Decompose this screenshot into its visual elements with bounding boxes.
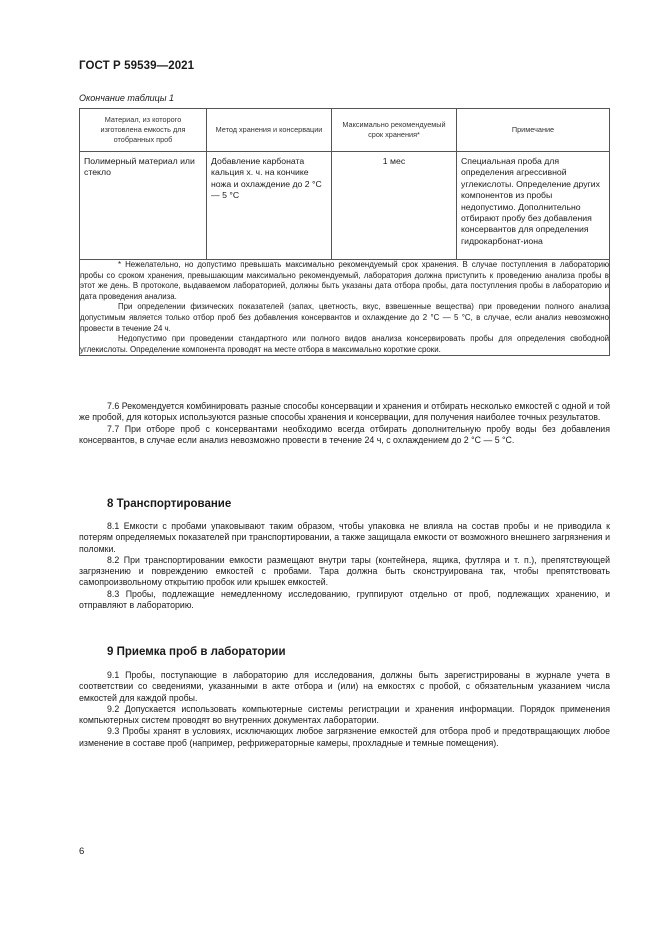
table-row (80, 152, 610, 260)
paragraph-9-3: 9.3 Пробы хранят в условиях, исключающих любое загрязнение емкостей для отбора проб и предотвращающих любое изменение в составе проб (например, рефрижераторные камеры, прохладные и темные помещения). (79, 726, 610, 748)
paragraph-8-2: 8.2 При транспортировании емкости размещают внутри тары (контейнера, ящика, футляра и т. п.), препятствующей загрязнению и повреждению емкостей с пробами. Тара должна быть сконструирована так, чтобы препятствовать самопроизвольному открытию пробок или крышек емкостей. (79, 554, 610, 588)
paragraph-9-2: 9.2 Допускается использовать компьютерные системы регистрации и хранения информации. Порядок применения компьютерных систем проводят во внутренних документах лаборатории. (79, 703, 610, 726)
storage-table (79, 108, 610, 356)
paragraph-8-3: 8.3 Пробы, подлежащие немедленному исследованию, группируют отдельно от проб, подлежащих хранению, и отправляют в лабораторию. (79, 588, 610, 611)
table-caption: Окончание таблицы 1 (79, 93, 174, 103)
column-header-note: Примечание (457, 109, 610, 152)
section-8-text (79, 521, 610, 611)
column-header-method: Метод хранения и консервации (207, 109, 332, 152)
paragraph-8-1: 8.1 Емкости с пробами упаковывают таким образом, чтобы упаковка не влияла на состав пробы и не приводила к потерям определяемых показателей при транспортировании, а также защищала емкости от возможного внешнего загрязнения и поломки. (79, 521, 610, 554)
cell-material: Полимерный материал или стекло (80, 152, 207, 260)
table-footnotes (80, 260, 610, 356)
standard-code-header: ГОСТ Р 59539—2021 (79, 60, 195, 72)
footnote-paragraph: * Нежелательно, но допустимо превышать максимально рекомендуемый срок хранения. В случае поступления в лабораторию пробы со сроком хранения, превышающим максимально рекомендуемый, лаборатория должна приступить к проведению анализа пробы в этот же день. В протоколе, выдаваемом лабораторией, должны быть указаны дата отбора пробы, дата поступления пробы в лабораторию и дата проведения анализа. (80, 260, 609, 301)
footnote-paragraph: Недопустимо при проведении стандартного или полного видов анализа консервировать пробы для определения свободной углекислоты. Определение компонента проводят на месте отбора в максимально короткие сроки. (80, 334, 609, 354)
section-8-heading: 8 Транспортирование (107, 498, 232, 510)
section-7-text (79, 401, 610, 446)
section-9-heading: 9 Приемка проб в лаборатории (107, 646, 286, 658)
paragraph-7-6: 7.6 Рекомендуется комбинировать разные способы консервации и хранения и отбирать несколько емкостей с одной и той же пробой, для которых используются разные способы хранения и консервации, для получения наиболее точных результатов. (79, 401, 610, 423)
section-9-text (79, 670, 610, 749)
cell-term: 1 мес (332, 152, 457, 260)
column-header-term: Максимально рекомендуемый срок хранения* (332, 109, 457, 152)
table-header-row (80, 109, 610, 152)
table-footnote-row (80, 260, 610, 356)
column-header-material: Материал, из которого изготовлена емкость для отобранных проб (80, 109, 207, 152)
cell-note: Специальная проба для определения агрессивной углекислоты. Определение других компонентов из пробы недопустимо. Дополнительно отбирают пробу без добавления консервантов для определения гидрокарбонат-иона (457, 152, 610, 260)
footnote-paragraph: При определении физических показателей (запах, цветность, вкус, взвешенные вещества) при проведении полного анализа допустимым является только отбор проб без добавления консервантов и охлаждение до 2 °С — 5 °С, в случае, если анализ невозможно провести в течение 24 ч. (80, 302, 609, 333)
paragraph-7-7: 7.7 При отборе проб с консервантами необходимо всегда отбирать дополнительную пробу воды без добавления консервантов, в случае если анализ невозможно провести в течение 24 ч, с охлаждением до 2 °С — 5 °С. (79, 423, 610, 445)
page-number: 6 (79, 846, 85, 857)
cell-method: Добавление карбоната кальция х. ч. на кончике ножа и охлаждение до 2 °С — 5 °С (207, 152, 332, 260)
paragraph-9-1: 9.1 Пробы, поступающие в лабораторию для исследования, должны быть зарегистрированы в журнале учета в соответствии со сведениями, указанными в акте отбора и (или) на емкостях с пробой, с обязательным указанием числа емкостей для каждой пробы. (79, 670, 610, 703)
